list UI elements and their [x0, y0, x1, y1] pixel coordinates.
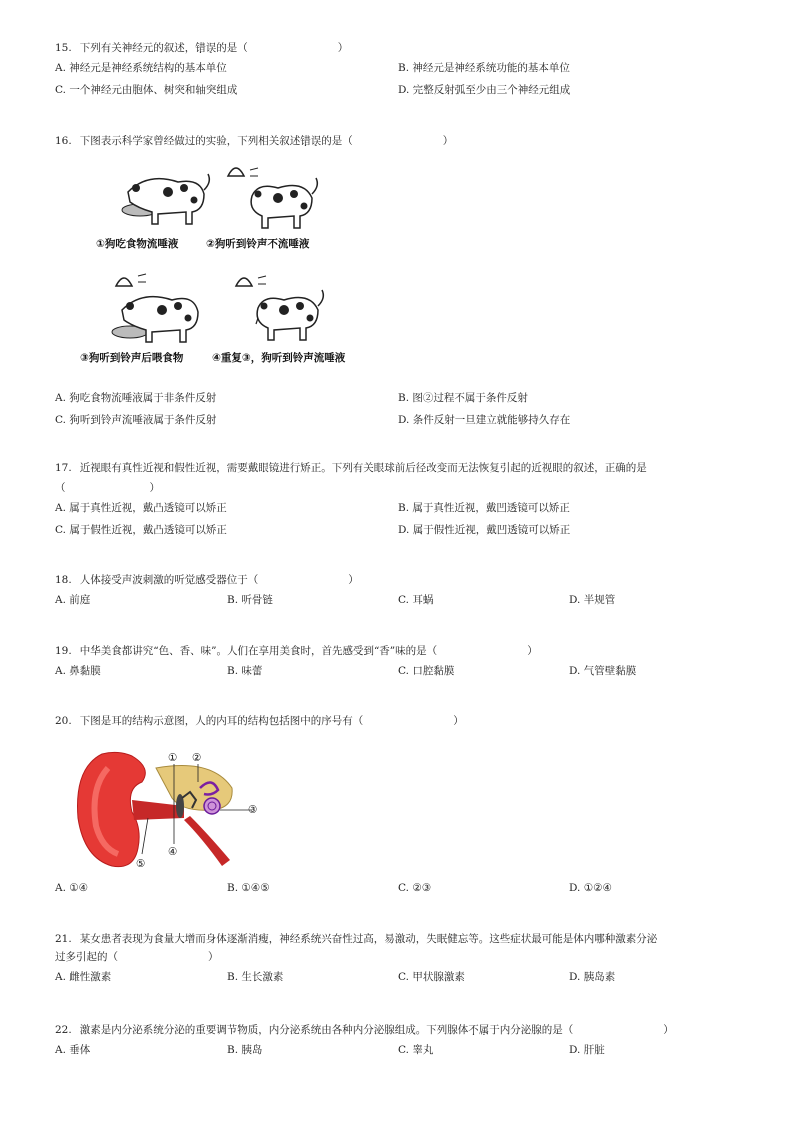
question-22-stem: 22. 激素是内分泌系统分泌的重要调节物质，内分泌系统由各种内分泌腺组成。下列腺体不属于内分泌腺的是（ ） [55, 1024, 674, 1036]
options-row [55, 588, 755, 610]
question-21-stem: 21. 某女患者表现为食量大增而身体逐渐消瘦，神经系统兴奋性过高，易激动，失眠健忘等。这些症状最可能是体内哪种激素分泌 [55, 933, 658, 945]
dog-eating-illustration [122, 174, 209, 224]
option-c[interactable]: C. ②③ [398, 882, 432, 894]
option-c[interactable]: C. 属于假性近视，戴凸透镜可以矫正 [55, 524, 227, 536]
question-18 [55, 572, 755, 610]
question-20-options [55, 876, 755, 898]
option-b[interactable]: B. 生长激素 [227, 971, 284, 983]
answer-blank[interactable] [363, 713, 453, 729]
question-20 [55, 713, 755, 729]
option-a[interactable]: A. 狗吃食物流唾液属于非条件反射 [55, 392, 217, 404]
caption-2: ②狗听到铃声不流唾液 [206, 238, 310, 250]
option-d[interactable]: D. 条件反射一旦建立就能够持久存在 [398, 414, 571, 426]
question-22 [55, 1022, 755, 1060]
question-19 [55, 643, 755, 681]
question-18-stem: 18. 人体接受声波刺激的听觉感受器位于（ ） [55, 574, 359, 586]
label-1: ① [168, 752, 178, 764]
answer-blank[interactable] [353, 133, 443, 149]
question-16 [55, 133, 755, 149]
option-d[interactable]: D. ①②④ [569, 882, 612, 894]
option-b[interactable]: B. 味蕾 [227, 665, 263, 677]
option-b[interactable]: B. ①④⑤ [227, 882, 270, 894]
dog-bell-food-illustration [112, 274, 198, 342]
option-d[interactable]: D. 肝脏 [569, 1044, 605, 1056]
answer-blank[interactable] [248, 40, 338, 56]
option-b[interactable]: B. 属于真性近视，戴凹透镜可以矫正 [398, 502, 570, 514]
question-16-stem: 16. 下图表示科学家曾经做过的实验，下列相关叙述错误的是（ ） [55, 135, 454, 147]
label-3: ③ [248, 804, 258, 816]
answer-blank[interactable] [573, 1022, 663, 1038]
option-a[interactable]: A. 垂体 [55, 1044, 91, 1056]
question-20-stem: 20. 下图是耳的结构示意图，人的内耳的结构包括图中的序号有（ ） [55, 715, 464, 727]
options-row [55, 1038, 755, 1060]
caption-3: ③狗听到铃声后喂食物 [80, 352, 184, 364]
option-b[interactable]: B. 胰岛 [227, 1044, 263, 1056]
options-row [55, 56, 755, 78]
option-a[interactable]: A. 属于真性近视，戴凸透镜可以矫正 [55, 502, 227, 514]
question-17-stem: 17. 近视眼有真性近视和假性近视，需要戴眼镜进行矫正。下列有关眼球前后径改变而无法恢复引起的近视眼的叙述，正确的是 [55, 462, 647, 474]
dog-bell-illustration [228, 168, 317, 228]
option-d[interactable]: D. 胰岛素 [569, 971, 616, 983]
question-19-stem: 19. 中华美食都讲究“色、香、味”。人们在享用美食时，首先感受到“香”味的是（ ） [55, 645, 538, 657]
answer-blank[interactable] [118, 949, 208, 965]
cochlea-shape [204, 798, 220, 814]
options-row [55, 518, 755, 540]
option-a[interactable]: A. 雌性激素 [55, 971, 112, 983]
option-d[interactable]: D. 完整反射弧至少由三个神经元组成 [398, 84, 571, 96]
question-21 [55, 931, 755, 987]
option-b[interactable]: B. 图②过程不属于条件反射 [398, 392, 528, 404]
option-c[interactable]: C. 甲状腺激素 [398, 971, 465, 983]
options-row [55, 386, 755, 408]
answer-blank[interactable] [258, 572, 348, 588]
answer-blank[interactable]: （ ） [55, 482, 160, 494]
answer-blank[interactable] [437, 643, 527, 659]
question-15 [55, 40, 755, 100]
options-row [55, 659, 755, 681]
caption-1: ①狗吃食物流唾液 [96, 238, 179, 250]
option-c[interactable]: C. 狗听到铃声流唾液属于条件反射 [55, 414, 217, 426]
option-b[interactable]: B. 听骨链 [227, 594, 273, 606]
options-row [55, 408, 755, 430]
eustachian-tube-shape [184, 816, 230, 866]
options-row [55, 78, 755, 100]
options-row [55, 876, 755, 898]
caption-4: ④重复③，狗听到铃声流唾液 [212, 352, 346, 364]
option-d[interactable]: D. 气管壁黏膜 [569, 665, 637, 677]
option-d[interactable]: D. 属于假性近视，戴凹透镜可以矫正 [398, 524, 571, 536]
option-c[interactable]: C. 耳蜗 [398, 594, 434, 606]
option-c[interactable]: C. 口腔黏膜 [398, 665, 455, 677]
option-d[interactable]: D. 半规管 [569, 594, 616, 606]
question-15-stem: 15. 下列有关神经元的叙述，错误的是（ ） [55, 42, 349, 54]
option-a[interactable]: A. 神经元是神经系统结构的基本单位 [55, 62, 227, 74]
question-17 [55, 460, 755, 540]
question-21-stem-line2: 过多引起的（ ） [55, 951, 219, 963]
question-16-options [55, 386, 755, 430]
option-a[interactable]: A. 前庭 [55, 594, 91, 606]
dog-salivating-illustration [236, 276, 323, 340]
label-4: ④ [168, 846, 178, 858]
option-a[interactable]: A. ①④ [55, 882, 89, 894]
dog-experiment-figure [108, 158, 368, 368]
option-c[interactable]: C. 睾丸 [398, 1044, 434, 1056]
options-row [55, 965, 755, 987]
label-2: ② [192, 752, 202, 764]
options-row [55, 496, 755, 518]
option-b[interactable]: B. 神经元是神经系统功能的基本单位 [398, 62, 570, 74]
option-c[interactable]: C. 一个神经元由胞体、树突和轴突组成 [55, 84, 238, 96]
label-5: ⑤ [136, 858, 146, 870]
option-a[interactable]: A. 鼻黏膜 [55, 665, 101, 677]
